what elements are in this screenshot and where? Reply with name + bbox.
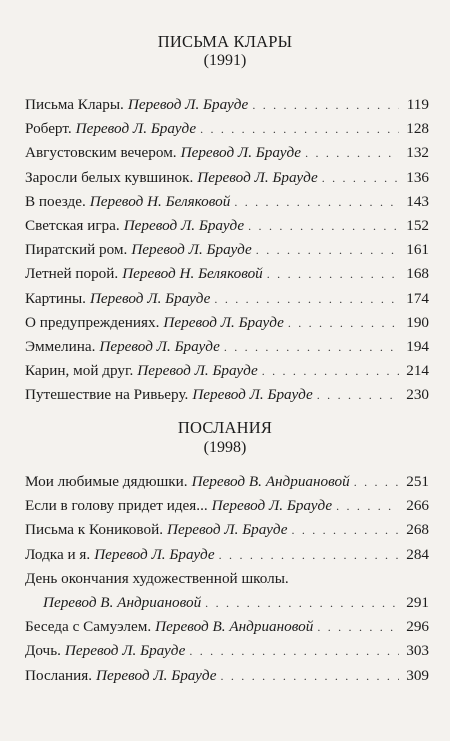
toc-entry-translation: Перевод Л. Брауде [137,362,258,380]
toc-entry-translation: Перевод В. Андриановой [191,473,350,490]
toc-entry-translation: Перевод Л. Брауде [197,168,318,186]
toc-entry-page: 291 [406,593,429,611]
toc-entry-page: 143 [406,192,429,210]
dot-leader [317,615,399,639]
toc-entry [25,494,429,518]
toc-entry [25,214,429,238]
dot-leader [288,311,399,335]
toc-entry [25,470,429,494]
toc-entry-title: Заросли белых кувшинок. [25,168,194,186]
toc-entry-translation: Перевод Л. Брауде [123,216,245,234]
toc-entry-translation: Перевод Л. Брауде [99,337,220,355]
dot-leader [336,494,399,518]
toc-entry [25,615,429,639]
toc-entry [25,359,429,383]
section-title: ПОСЛАНИЯ [177,418,273,437]
toc-entry-page: 214 [406,362,429,380]
toc-entry-title: Письма к Кониковой. [25,521,163,539]
dot-leader [189,639,399,663]
toc-entry [25,543,429,567]
toc-entry [25,287,429,311]
toc-entry-title: Светская игра. [25,216,120,234]
toc-entry-title: Карин, мой друг. [25,362,134,380]
toc-entry [25,518,429,542]
toc-entry-continuation [25,591,429,615]
toc-entry [25,93,429,117]
toc-entry-page: 161 [406,241,429,259]
toc-entry-translation: Перевод Л. Брауде [131,241,252,259]
dot-leader [291,518,399,542]
dot-leader [305,141,399,165]
toc-entry-page: 309 [406,666,429,684]
dot-leader [214,287,399,311]
dot-leader [224,335,399,359]
dot-leader [267,262,399,286]
toc-entry-title: Августовским вечером. [25,144,177,162]
toc-entry-page: 128 [406,120,429,138]
toc-entry-page: 303 [406,642,429,660]
toc-entry-translation: Перевод В. Андриановой [43,593,202,611]
toc-entry [25,238,429,262]
toc-entry-page: 296 [406,618,429,636]
toc-entry [25,166,429,190]
toc-entry-translation: Перевод Л. Брауде [167,521,288,539]
toc-entry-title: Послания. [25,666,93,684]
toc-entry-translation: Перевод Л. Брауде [89,289,211,307]
toc-entry [25,311,429,335]
toc-entry-page: 284 [406,545,429,563]
table-of-contents [25,93,429,407]
toc-entry-title: О предупреждениях. [25,313,160,331]
toc-entry [25,639,429,663]
toc-entry-translation: Перевод Л. Брауде [192,386,313,404]
dot-leader [317,383,399,407]
section-year: (1991) [203,52,247,69]
toc-entry-page: 230 [406,386,429,404]
dot-leader [205,591,399,615]
dot-leader [262,359,399,383]
toc-entry-translation: Перевод Л. Брауде [180,144,302,162]
toc-entry-translation: Перевод Л. Брауде [211,497,333,515]
dot-leader [322,166,399,190]
toc-entry-translation: Перевод Л. Брауде [75,120,197,138]
table-of-contents [25,470,429,688]
toc-entry-page: 194 [406,337,429,355]
toc-entry [25,117,429,141]
toc-entry [25,335,429,359]
dot-leader [354,470,399,494]
section-title: ПИСЬМА КЛАРЫ [157,32,293,51]
toc-entry-translation: Перевод Н. Беляковой [122,265,263,283]
toc-entry-title: Лодка и я. [25,545,91,563]
toc-entry-title: Роберт. [25,120,72,138]
toc-entry-translation: Перевод Л. Брауде [163,313,284,331]
toc-entry-title: Летней порой. [25,265,119,283]
toc-entry-title: Картины. [25,289,86,307]
toc-entry-title: Пиратский ром. [25,241,128,259]
toc-entry-title: День окончания художественной школы. [25,569,289,587]
toc-entry-translation: Перевод Н. Беляковой [89,192,231,210]
toc-entry-title-line [25,567,429,591]
toc-entry [25,141,429,165]
toc-entry-page: 266 [406,497,429,515]
toc-entry [25,383,429,407]
dot-leader [252,93,399,117]
dot-leader [234,190,399,214]
toc-entry-title: В поезде. [25,192,86,210]
toc-entry-title: Мои любимые дядюшки. [25,473,188,490]
toc-entry-title: Дочь. [25,642,61,660]
toc-entry-title: Письма Клары. [25,96,124,113]
toc-entry-title: Беседа с Самуэлем. [25,618,152,636]
toc-entry [25,664,429,688]
toc-entry-translation: Перевод Л. Брауде [127,96,249,113]
toc-entry-title: Эммелина. [25,337,96,355]
toc-entry-page: 174 [406,289,429,307]
toc-entry-translation: Перевод Л. Брауде [64,642,186,660]
toc-entry-title: Путешествие на Ривьеру. [25,386,189,404]
toc-entry-translation: Перевод В. Андриановой [155,618,314,636]
toc-entry [25,190,429,214]
toc-entry-page: 190 [406,313,429,331]
dot-leader [219,543,399,567]
toc-entry-translation: Перевод Л. Брауде [96,666,217,684]
toc-entry-page: 152 [406,216,429,234]
dot-leader [248,214,399,238]
toc-entry-page: 251 [406,473,429,490]
toc-entry-page: 132 [406,144,429,162]
toc-entry-translation: Перевод Л. Брауде [94,545,215,563]
toc-entry-page: 168 [406,265,429,283]
section-year: (1998) [203,439,247,456]
toc-entry-page: 119 [406,96,429,113]
toc-entry-page: 136 [406,168,429,186]
toc-entry-page: 268 [406,521,429,539]
dot-leader [200,117,399,141]
dot-leader [221,664,400,688]
toc-entry [25,262,429,286]
dot-leader [256,238,399,262]
toc-entry-title: Если в голову придет идея... [25,497,208,515]
